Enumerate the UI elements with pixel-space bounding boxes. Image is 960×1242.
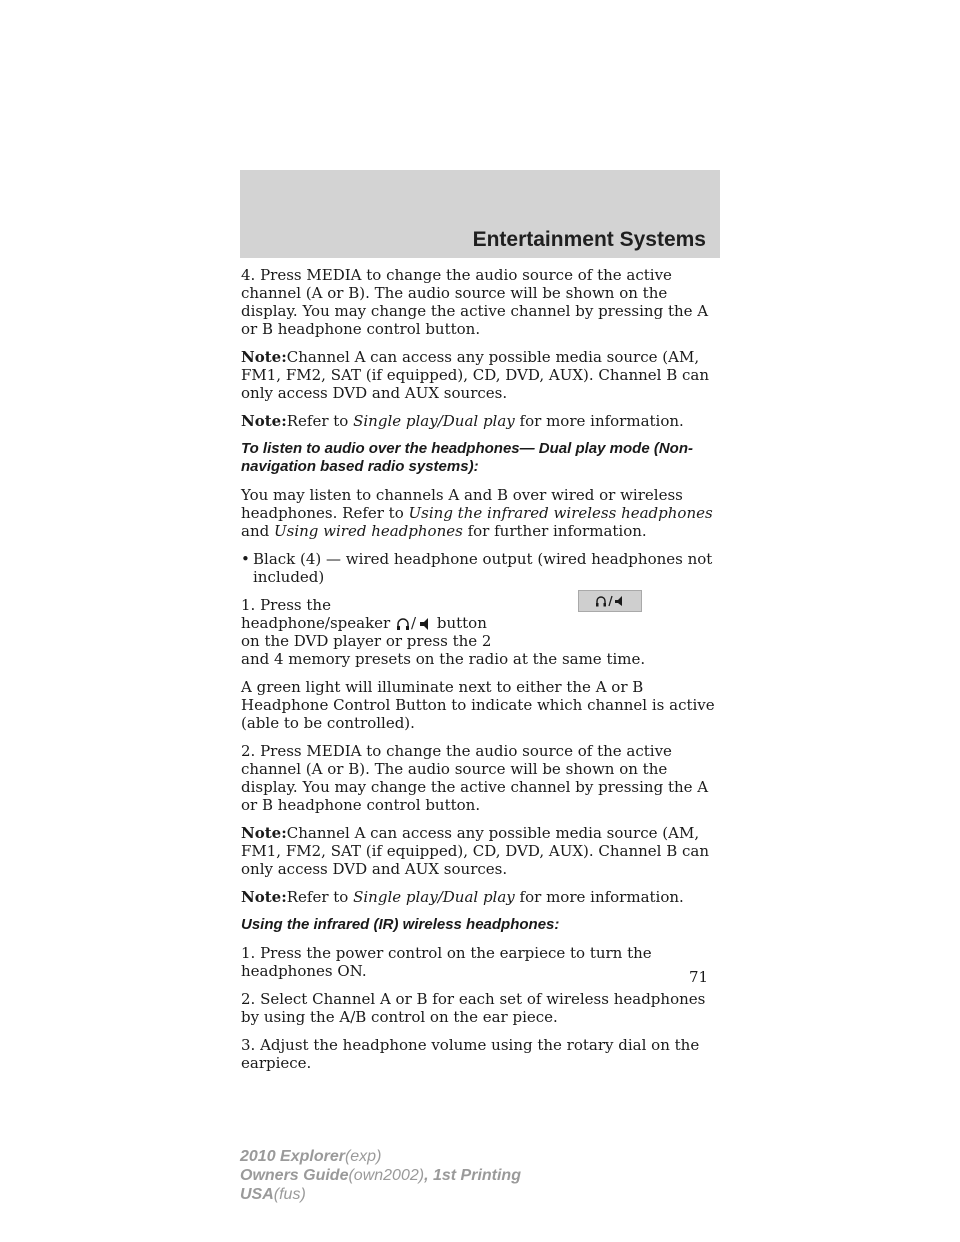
- press-line-4: and 4 memory presets on the radio at the same time.: [241, 650, 646, 668]
- headphone-speaker-button-icon: [578, 590, 642, 612]
- text: headphone/speaker: [241, 614, 391, 632]
- note-text-pre: Refer to: [286, 888, 354, 906]
- note-3: [241, 824, 721, 878]
- note-text: Channel A can access any possible media source (AM, FM1, FM2, SAT (if equipped), CD, DVD, AUX). Channel B can only access DVD and AUX sources.: [241, 348, 710, 402]
- footer-model: 2010 Explorer: [240, 1148, 345, 1165]
- paragraph-step-4: 4. Press MEDIA to change the audio source of the active channel (A or B). The audio source will be shown on the display. You may change the active channel by pressing the A or B headphone control button.: [241, 266, 709, 338]
- text: for further information.: [462, 522, 647, 540]
- step-3: 3. Adjust the headphone volume using the rotary dial on the earpiece.: [241, 1036, 700, 1072]
- footer: [240, 1147, 521, 1204]
- paragraph-step-2: 2. Press MEDIA to change the audio source of the active channel (A or B). The audio source will be shown on the display. You may change the active channel by pressing the A or B headphone control button.: [241, 742, 709, 814]
- bullet-item: [241, 550, 721, 586]
- footer-guide-code: (own2002): [348, 1167, 425, 1184]
- page-content: [241, 266, 721, 1082]
- note-label: Note:: [241, 412, 287, 430]
- press-instruction: [241, 596, 721, 668]
- note-2: [241, 412, 721, 430]
- note-1: [241, 348, 721, 402]
- note-text-post: for more information.: [514, 412, 684, 430]
- reference-link[interactable]: Single play/Dual play: [353, 888, 515, 906]
- paragraph-headphones: [241, 486, 721, 540]
- footer-line-2: [240, 1166, 521, 1185]
- headphone-icon: [395, 616, 411, 632]
- press-line-3: on the DVD player or press the 2: [241, 632, 492, 650]
- reference-link[interactable]: Single play/Dual play: [353, 412, 515, 430]
- subheading-infrared: Using the infrared (IR) wireless headphones:: [241, 916, 560, 933]
- footer-guide: Owners Guide: [240, 1167, 349, 1184]
- headphone-speaker-icon: [592, 594, 628, 608]
- text: and: [241, 522, 274, 540]
- text: button: [432, 614, 487, 632]
- section-title: Entertainment Systems: [472, 228, 706, 251]
- section-header-band: [240, 170, 720, 258]
- note-text: Channel A can access any possible media source (AM, FM1, FM2, SAT (if equipped), CD, DVD, AUX). Channel B can only access DVD and AUX sources.: [241, 824, 710, 878]
- text: /: [411, 614, 417, 632]
- step-1: 1. Press the power control on the earpiece to turn the headphones ON.: [241, 944, 652, 980]
- footer-printing: , 1st Printing: [424, 1167, 521, 1184]
- bullet-text: Black (4) — wired headphone output (wired headphones not included): [253, 550, 713, 586]
- note-text-post: for more information.: [514, 888, 684, 906]
- text: You may listen to channels A and B over wired or wireless headphones. Refer to: [241, 486, 683, 522]
- paragraph-green-light: A green light will illuminate next to either the A or B Headphone Control Button to indicate which channel is active (able to be controlled).: [241, 678, 715, 732]
- reference-link-wired[interactable]: Using wired headphones: [273, 522, 463, 540]
- note-4: [241, 888, 721, 906]
- note-label: Note:: [241, 348, 287, 366]
- reference-link-infrared[interactable]: Using the infrared wireless headphones: [408, 504, 713, 522]
- step-2: 2. Select Channel A or B for each set of wireless headphones by using the A/B control on the ear piece.: [241, 990, 706, 1026]
- footer-line-1: [240, 1147, 521, 1166]
- footer-code: (exp): [344, 1148, 382, 1165]
- bullet-dot: •: [241, 550, 250, 568]
- footer-region: USA: [240, 1186, 274, 1203]
- press-line-2: [241, 614, 721, 632]
- speaker-icon: [416, 616, 432, 632]
- note-text-pre: Refer to: [286, 412, 354, 430]
- page-number: 71: [689, 968, 709, 986]
- footer-region-code: (fus): [273, 1186, 306, 1203]
- footer-line-3: [240, 1185, 521, 1204]
- note-label: Note:: [241, 824, 287, 842]
- subheading-dual-play: To listen to audio over the headphones— Dual play mode (Non-navigation based radio systems):: [241, 440, 693, 475]
- note-label: Note:: [241, 888, 287, 906]
- press-line-1: 1. Press the: [241, 596, 331, 614]
